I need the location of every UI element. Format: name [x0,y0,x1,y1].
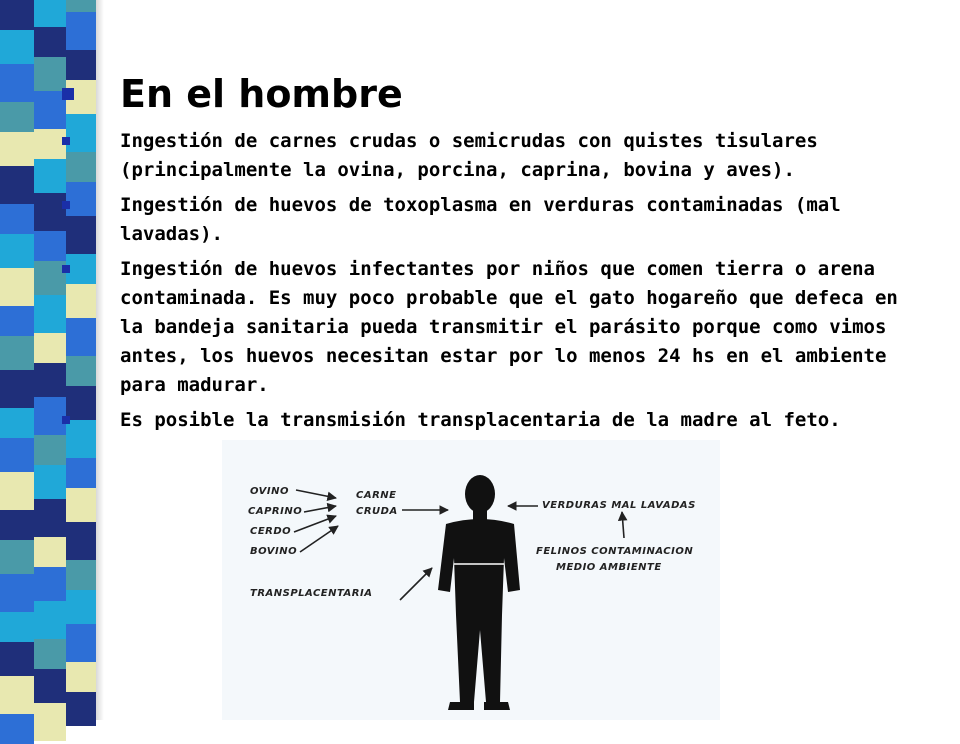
stripe-block [34,703,66,741]
stripe-block [66,560,96,590]
label-ovino: OVINO [250,486,289,497]
stripe-block [66,522,96,560]
stripe-block [0,510,34,540]
stripe-block [34,435,66,465]
bullet-list [120,127,920,441]
stripe-block [66,0,96,12]
square-bullet-icon [62,137,70,145]
stripe-block [34,0,66,27]
stripe-block [66,420,96,458]
stripe-block [0,612,34,642]
square-bullet-icon [62,416,70,424]
transmission-diagram [222,440,720,720]
diagram-drawing [222,440,720,720]
stripe-block [66,318,96,356]
label-cerdo: CERDO [250,526,292,537]
stripe-block [0,714,34,744]
slide-title: En el hombre [120,72,403,116]
stripe-block [66,692,96,726]
label-bovino: BOVINO [250,546,298,557]
stripe-block [34,295,66,333]
stripe-block [0,64,34,102]
square-bullet-icon [62,201,70,209]
label-cruda: CRUDA [356,506,398,517]
bullet-item [120,255,920,400]
stripe-column-right [66,0,96,720]
bullet-item [120,127,920,185]
stripe-block [0,132,34,166]
label-carne: CARNE [356,490,397,501]
stripe-block [0,676,34,714]
stripe-block [66,12,96,50]
stripe-block [0,540,34,574]
bullet-text: Ingestión de huevos infectantes por niños que comen tierra o arena contaminada. Es muy poco probable que el gato hogareño que defeca en la bandeja sanitaria pueda transmitir el parásito porque como vimos antes, los huevos necesitan estar por lo menos 24 hs en el ambiente para madurar. [120,258,898,396]
stripe-block [34,231,66,261]
stripe-block [34,27,66,57]
stripe-block [34,57,66,91]
stripe-block [66,356,96,386]
stripe-block [0,408,34,438]
stripe-block [0,642,34,676]
stripe-block [0,234,34,268]
stripe-block [34,499,66,537]
bullet-item [120,406,920,435]
stripe-block [34,537,66,567]
stripe-block [0,102,34,132]
label-caprino: CAPRINO [248,506,303,517]
label-felinos: FELINOS CONTAMINACION [536,546,694,557]
stripe-block [0,370,34,408]
stripe-block [34,639,66,669]
stripe-block [34,465,66,499]
stripe-block [66,50,96,80]
stripe-block [0,336,34,370]
label-transplacentaria: TRANSPLACENTARIA [250,588,373,599]
stripe-block [34,193,66,231]
stripe-block [34,159,66,193]
stripe-block [34,601,66,639]
bullet-text: Es posible la transmisión transplacentaria de la madre al feto. [120,409,841,431]
stripe-block [66,284,96,318]
stripe-block [66,590,96,624]
stripe-block [66,458,96,488]
stripe-shadow [96,0,104,720]
stripe-block [66,662,96,692]
stripe-block [66,254,96,284]
square-bullet-icon [62,265,70,273]
bullet-text: Ingestión de carnes crudas o semicrudas con quistes tisulares (principalmente la ovina, porcina, caprina, bovina y aves). [120,130,818,181]
stripe-block [0,472,34,510]
stripe-block [34,567,66,601]
stripe-block [66,386,96,420]
stripe-block [66,488,96,522]
stripe-block [0,166,34,204]
stripe-block [66,114,96,152]
stripe-block [0,268,34,306]
label-verduras: VERDURAS MAL LAVADAS [542,500,696,511]
stripe-block [66,624,96,662]
stripe-block [0,306,34,336]
stripe-block [34,333,66,363]
label-medio-ambiente: MEDIO AMBIENTE [556,562,662,573]
stripe-block [0,0,34,30]
stripe-block [0,574,34,612]
title-bullet-icon [62,88,74,100]
stripe-block [66,216,96,254]
stripe-block [34,363,66,397]
stripe-block [0,438,34,472]
stripe-block [0,204,34,234]
stripe-block [34,669,66,703]
bullet-item [120,191,920,249]
human-silhouette-icon [438,475,520,710]
stripe-column-left [0,0,34,720]
stripe-block [66,182,96,216]
stripe-column-middle [34,0,66,720]
bullet-text: Ingestión de huevos de toxoplasma en verduras contaminadas (mal lavadas). [120,194,841,245]
stripe-block [66,152,96,182]
decorative-stripe [0,0,110,720]
stripe-block [0,30,34,64]
